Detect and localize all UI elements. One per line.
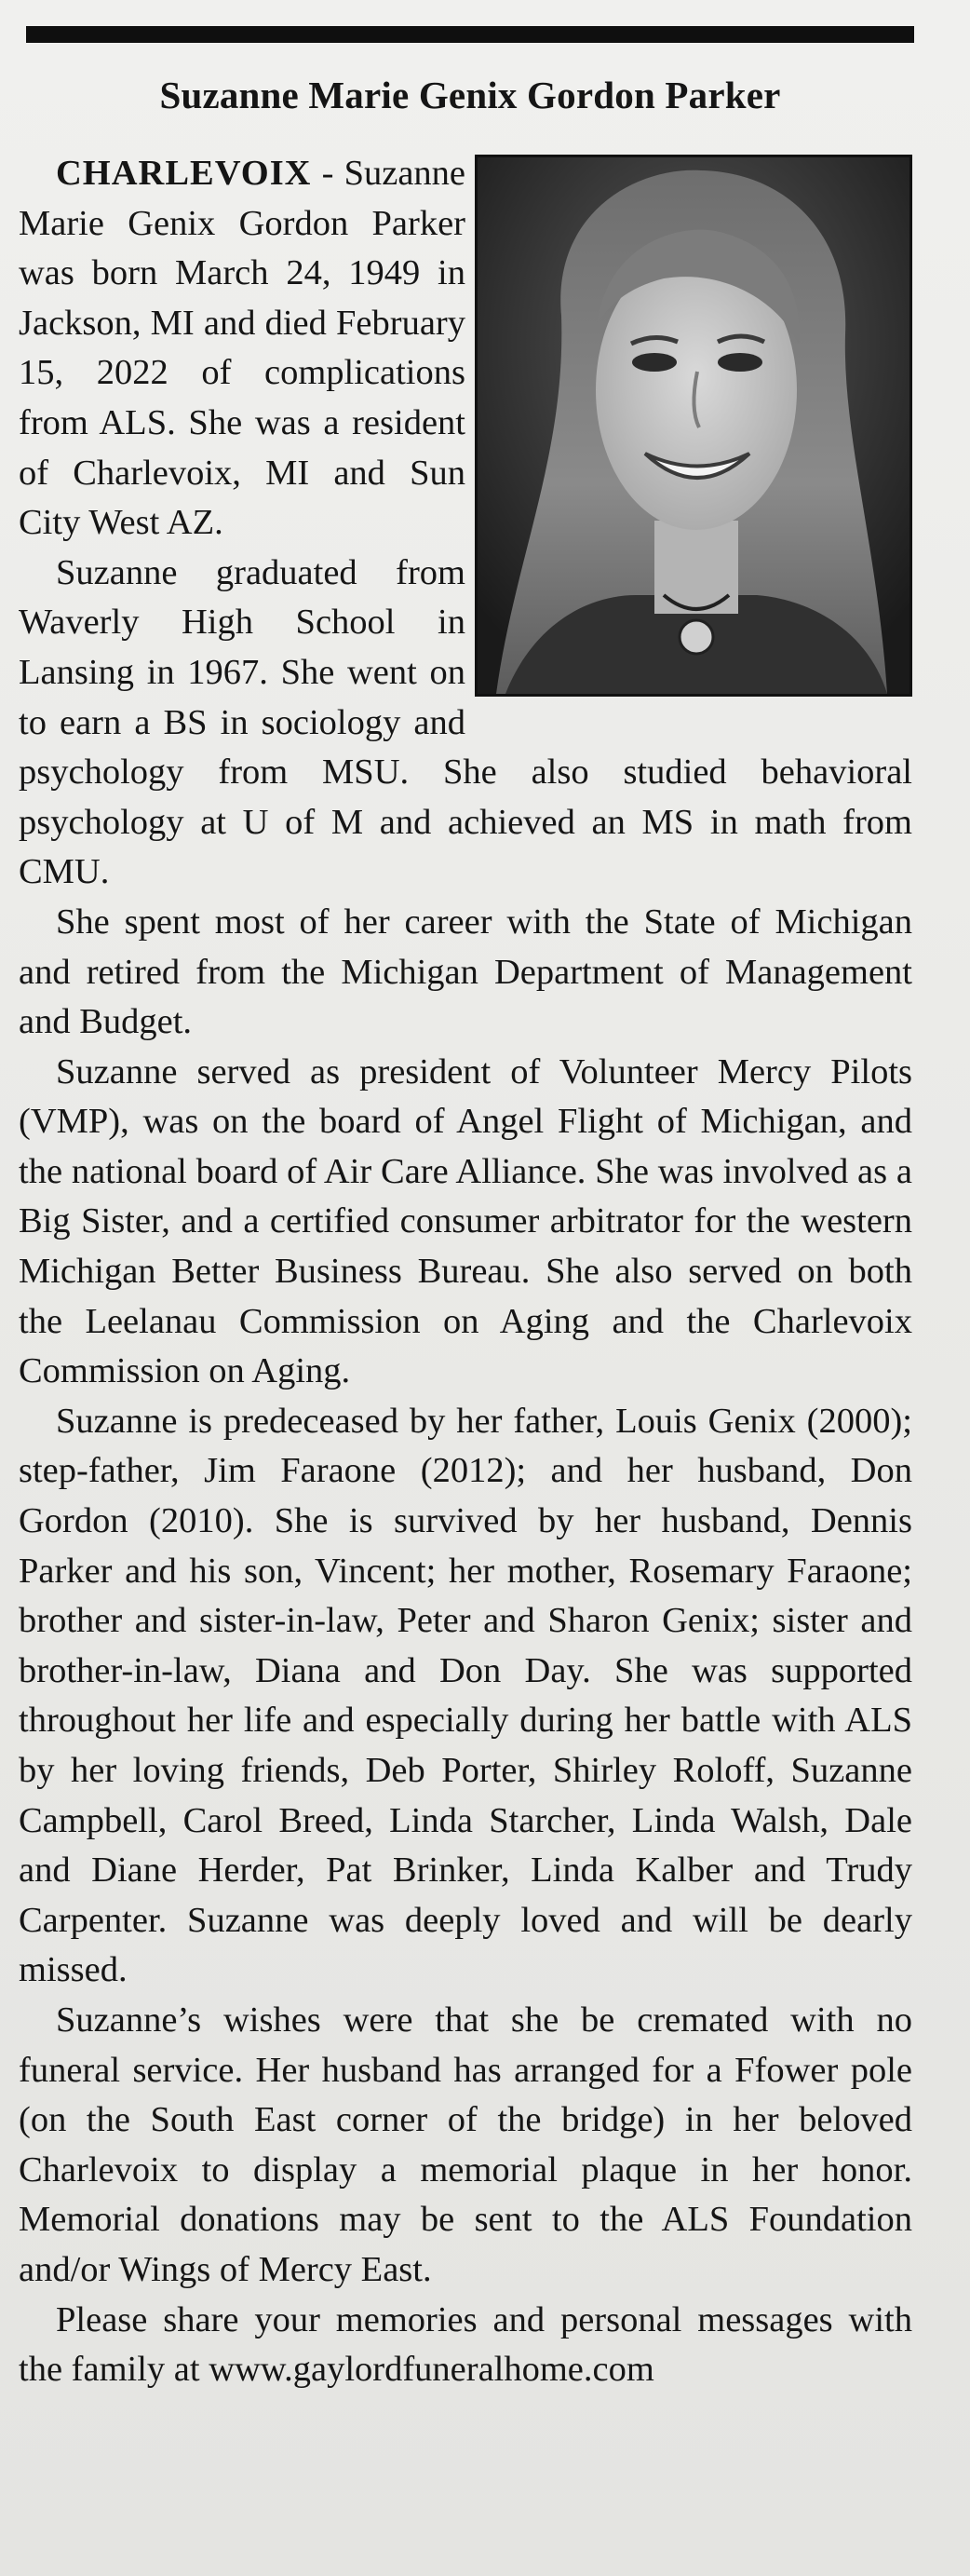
photo-wrap-spacer xyxy=(465,149,912,715)
paragraph-family: Suzanne is predeceased by her father, Louis Genix (2000); step-father, Jim Faraone (2012); and her husband, Don Gordon (2010). She is survived by her husband, Dennis Parker and his son, Vincent; her mother, Rosemary Faraone; brother and sister-in-law, Peter and Sharon Genix; sister and brother-in-law, Diana and Don Day. She was supported throughout her life and especially during her battle with ALS by her loving friends, Deb Porter, Shirley Roloff, Suzanne Campbell, Carol Breed, Linda Starcher, Linda Walsh, Dale and Diane Herder, Pat Brinker, Linda Kalber and Trudy Carpenter. Suzanne was deeply loved and will be dearly missed. xyxy=(19,1401,912,1990)
paragraph-share-memories: Please share your memories and personal messages with the family at www.gaylordfuneralhome.com xyxy=(19,2299,912,2390)
obituary-headline: Suzanne Marie Genix Gordon Parker xyxy=(159,74,781,116)
dateline: CHARLEVOIX xyxy=(56,154,312,193)
obituary-body xyxy=(19,149,912,2395)
top-rule xyxy=(26,26,914,43)
paragraph-1-text: - Suzanne Marie Genix Gordon Parker was born March 24, 1949 in Jackson, MI and died February 15, 2022 of complications from ALS. She was a resident of Charlevoix, MI and Sun City West AZ. xyxy=(19,154,465,543)
paragraph-career: She spent most of her career with the State of Michigan and retired from the Michigan Department of Management and Budget. xyxy=(19,902,912,1042)
paragraph-memorial: Suzanne’s wishes were that she be cremated with no funeral service. Her husband has arranged for a Ffower pole (on the South East corner of the bridge) in her beloved Charlevoix to display a memorial plaque in her honor. Memorial donations may be sent to the ALS Foundation and/or Wings of Mercy East. xyxy=(19,2000,912,2289)
paragraph-service: Suzanne served as president of Volunteer Mercy Pilots (VMP), was on the board of Angel Flight of Michigan, and the national board of Air Care Alliance. She was involved as a Big Sister, and a certified consumer arbitrator for the western Michigan Better Business Bureau. She also served on both the Leelanau Commission on Aging and the Charlevoix Commission on Aging. xyxy=(19,1051,912,1391)
paragraph-education: Suzanne graduated from Waverly High School in Lansing in 1967. She went on to earn a BS in sociology and psychology from MSU. She also studied behavioral psychology at U of M and achieved an MS in math from CMU. xyxy=(19,552,912,892)
